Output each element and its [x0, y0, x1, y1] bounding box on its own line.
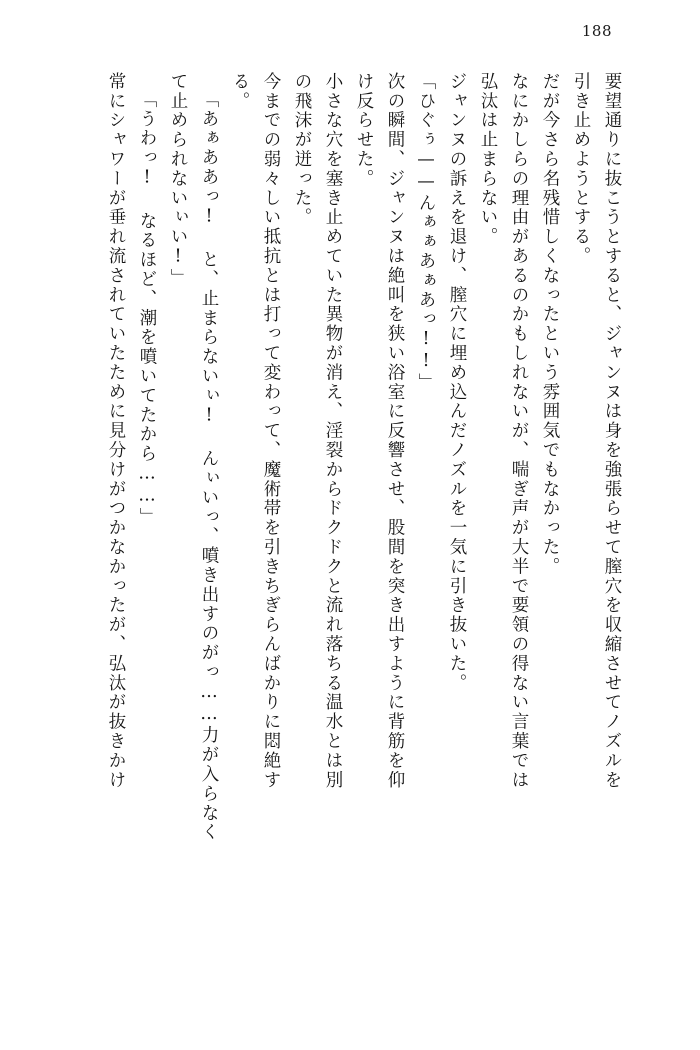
text-line: 次の瞬間、ジャンヌは絶叫を狭い浴室に反響させ、股間を突き出すように背筋を仰: [385, 72, 405, 790]
text-line: 「あぁああっ! と、止まらないぃ! んぃいっ、噴き出すのがっ……力が入らなく: [199, 90, 219, 843]
text-line: る。: [230, 72, 250, 111]
text-line: だが今さら名残惜しくなったという雰囲気でもなかった。: [540, 72, 560, 577]
text-line: 弘汰は止まらない。: [478, 72, 498, 247]
text-line: ジャンヌの訴えを退け、膣穴に埋め込んだノズルを一気に引き抜いた。: [447, 72, 467, 693]
text-line: 「うわっ! なるほど、潮を噴いてたから……」: [137, 90, 157, 527]
text-line: 「ひぐぅ——んぁぁあぁあっ!!」: [416, 72, 436, 393]
text-line: け反らせた。: [354, 72, 374, 189]
text-line: 常にシャワーが垂れ流されていたために見分けがつかなかったが、弘汰が抜きかけ: [106, 72, 126, 790]
text-line: 要望通りに抜こうとすると、ジャンヌは身を強張らせて膣穴を収縮させてノズルを: [602, 72, 622, 790]
text-line: 今までの弱々しい抵抗とは打って変わって、魔術帯を引きちぎらんばかりに悶絶す: [261, 72, 281, 790]
text-line: の飛沫が迸った。: [292, 72, 312, 228]
page-number: 188: [581, 22, 612, 40]
text-line: 小さな穴を塞き止めていた異物が消え、淫裂からドクドクと流れ落ちる温水とは別: [323, 72, 343, 790]
text-line: 引き止めようとする。: [571, 72, 591, 266]
text-line: て止められないぃい!」: [168, 72, 188, 288]
body-text-block: [44, 72, 620, 992]
text-line: なにかしらの理由があるのかもしれないが、喘ぎ声が大半で要領の得ない言葉では: [509, 72, 529, 790]
